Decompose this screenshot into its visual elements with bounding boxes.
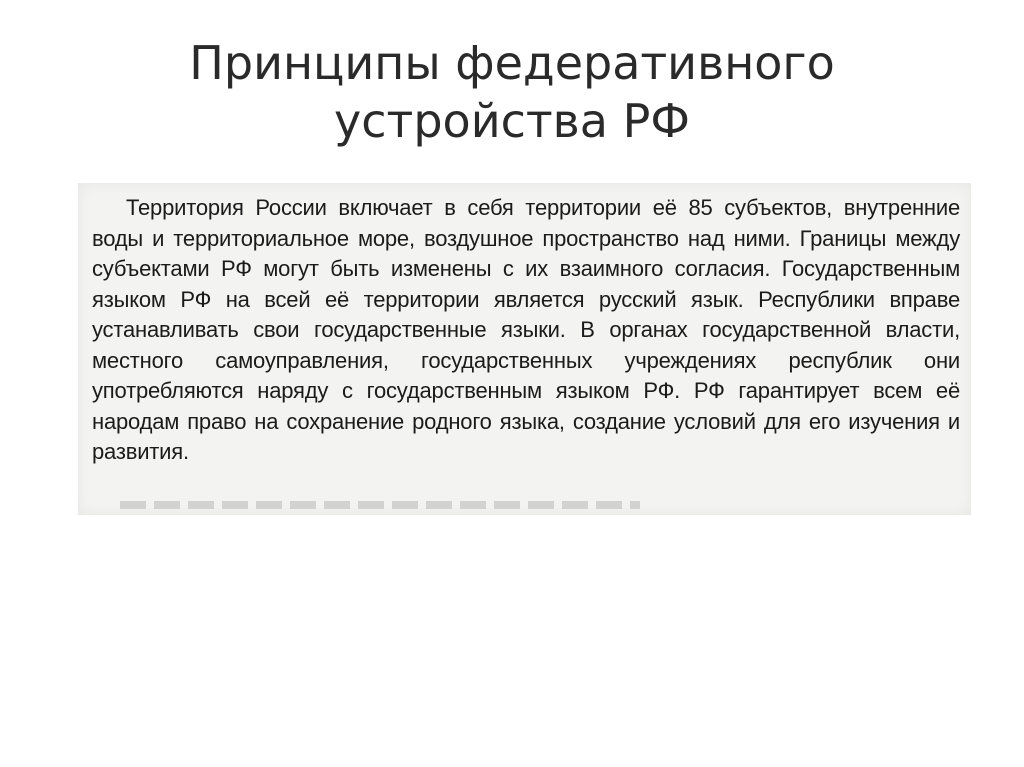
slide-title-line-1: Принципы федеративного [189,36,835,90]
scanned-text-image [78,183,971,515]
slide-title [0,34,1024,150]
cut-off-text-line [120,501,640,509]
slide-title-line-2: устройства РФ [334,94,690,148]
scanned-paragraph: Территория России включает в себя территории её 85 субъектов, внутренние воды и территориальное море, воздушное пространство над ними. Границы между субъектами РФ могут быть изменены с их взаимного согласия. Государственным языком РФ на всей её территории является русский язык. Республики вправе устанавливать свои государственные языки. В органах государственной власти, местного самоуправления, государственных учреждениях республик они употребляются наряду с государственным языком РФ. РФ гарантирует всем её народам право на сохранение родного языка, создание условий для его изучения и развития. [92,195,960,464]
